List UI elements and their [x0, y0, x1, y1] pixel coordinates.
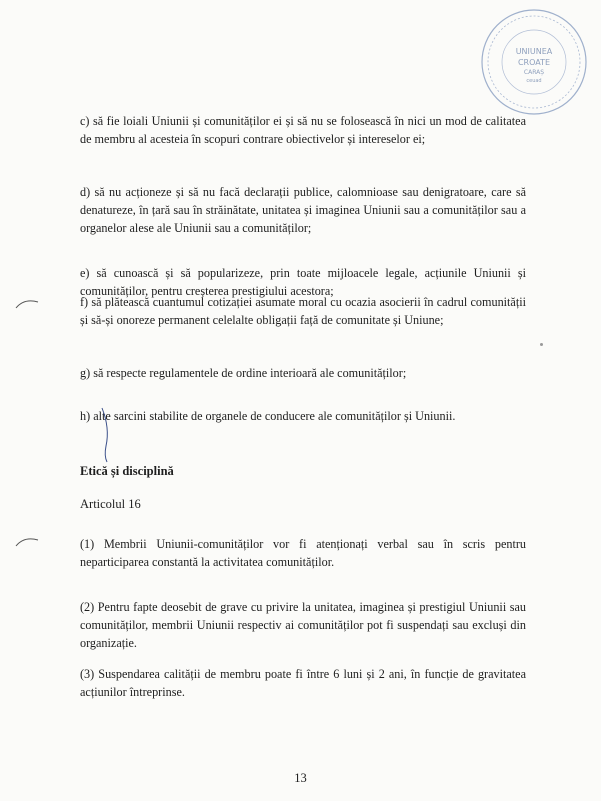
- paragraph-d: d) să nu acționeze și să nu facă declarații publice, calomnioase sau denigratoare, care să denatureze, în țară sau în străinătate, unitatea și imaginea Uniunii sau a comunităților sau a organelor alese ale Uniunii sau a comunităților;: [80, 185, 526, 235]
- paragraph-h: h) alte sarcini stabilite de organele de conducere ale comunităților și Uniunii.: [80, 409, 456, 423]
- paragraph-e: e) să cunoască și să popularizeze, prin toate mijloacele legale, acțiunile Uniunii și comunităților, pentru creșterea prestigiului acestora;: [80, 266, 526, 298]
- pen-stroke-mark: [98, 406, 114, 464]
- article-paragraph-3: (3) Suspendarea calității de membru poate fi între 6 luni și 2 ani, în funcție de gravitatea acțiunilor întreprinse.: [80, 667, 526, 699]
- page-number: 13: [294, 770, 307, 785]
- seal-stamp: [478, 6, 590, 118]
- paragraph-c: c) să fie loiali Uniunii și comunităților ei și să nu se folosească în nici un mod de calitatea de membru al acesteia în scopuri contrare obiectivelor și intereselor ei;: [80, 114, 526, 146]
- section-heading: Etică și disciplină: [80, 464, 174, 478]
- paragraph-g: g) să respecte regulamentele de ordine interioară ale comunităților;: [80, 366, 407, 380]
- svg-text:CARAȘ: CARAȘ: [523, 69, 545, 76]
- article-label: Articolul 16: [80, 497, 141, 511]
- svg-text:ceuad: ceuad: [526, 78, 542, 84]
- svg-text:CROATE: CROATE: [517, 58, 551, 67]
- paragraph-f: f) să plătească cuantumul cotizației asumate moral cu ocazia asocierii în cadrul comunității și să-și onoreze permanent celelalte obligații față de comunitate și Uniune;: [80, 295, 526, 327]
- article-paragraph-2: (2) Pentru fapte deosebit de grave cu privire la unitatea, imaginea și prestigiul Uniunii sau comunităților, membrii Uniunii respectiv ai comunităților pot fi suspendați sau excluși din organizație.: [80, 600, 526, 650]
- article-paragraph-1: (1) Membrii Uniunii-comunităților vor fi atenționați verbal sau în scris pentru neparticiparea constantă la activitatea comunităților.: [80, 537, 526, 569]
- punch-hole-mark-bottom: [14, 534, 40, 548]
- punch-hole-mark-top: [14, 296, 40, 310]
- ink-dot: [540, 343, 543, 346]
- svg-text:UNIUNEA: UNIUNEA: [515, 47, 553, 56]
